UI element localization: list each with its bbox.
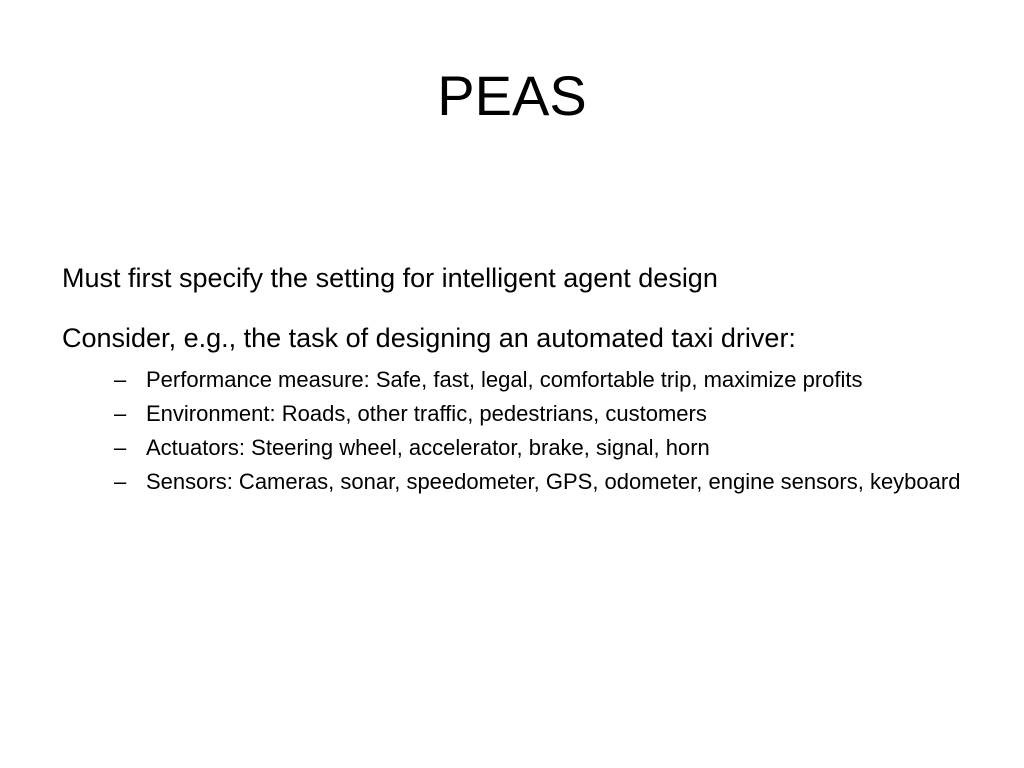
sub-bullet-item — [110, 434, 972, 461]
slide-body — [62, 262, 972, 502]
bullet-point: Must first specify the setting for intelligent agent design — [62, 263, 718, 293]
dash-marker: – — [114, 401, 127, 426]
sub-bullet-item — [110, 468, 972, 495]
sub-bullet-item — [110, 400, 972, 427]
dash-marker: – — [114, 367, 127, 392]
dash-marker: – — [114, 435, 127, 460]
slide-title: PEAS — [437, 64, 587, 127]
sub-bullet-text: Performance measure: Safe, fast, legal, comfortable trip, maximize profits — [146, 367, 863, 392]
sub-bullet-item — [110, 366, 972, 393]
sub-bullet-text: Actuators: Steering wheel, accelerator, brake, signal, horn — [146, 435, 710, 460]
bullet-point: Consider, e.g., the task of designing an automated taxi driver: — [62, 323, 796, 353]
dash-marker: – — [114, 469, 127, 494]
sub-bullet-text: Sensors: Cameras, sonar, speedometer, GPS, odometer, engine sensors, keyboard — [146, 469, 961, 494]
sub-bullet-list — [110, 366, 972, 495]
sub-bullet-text: Environment: Roads, other traffic, pedestrians, customers — [146, 401, 707, 426]
